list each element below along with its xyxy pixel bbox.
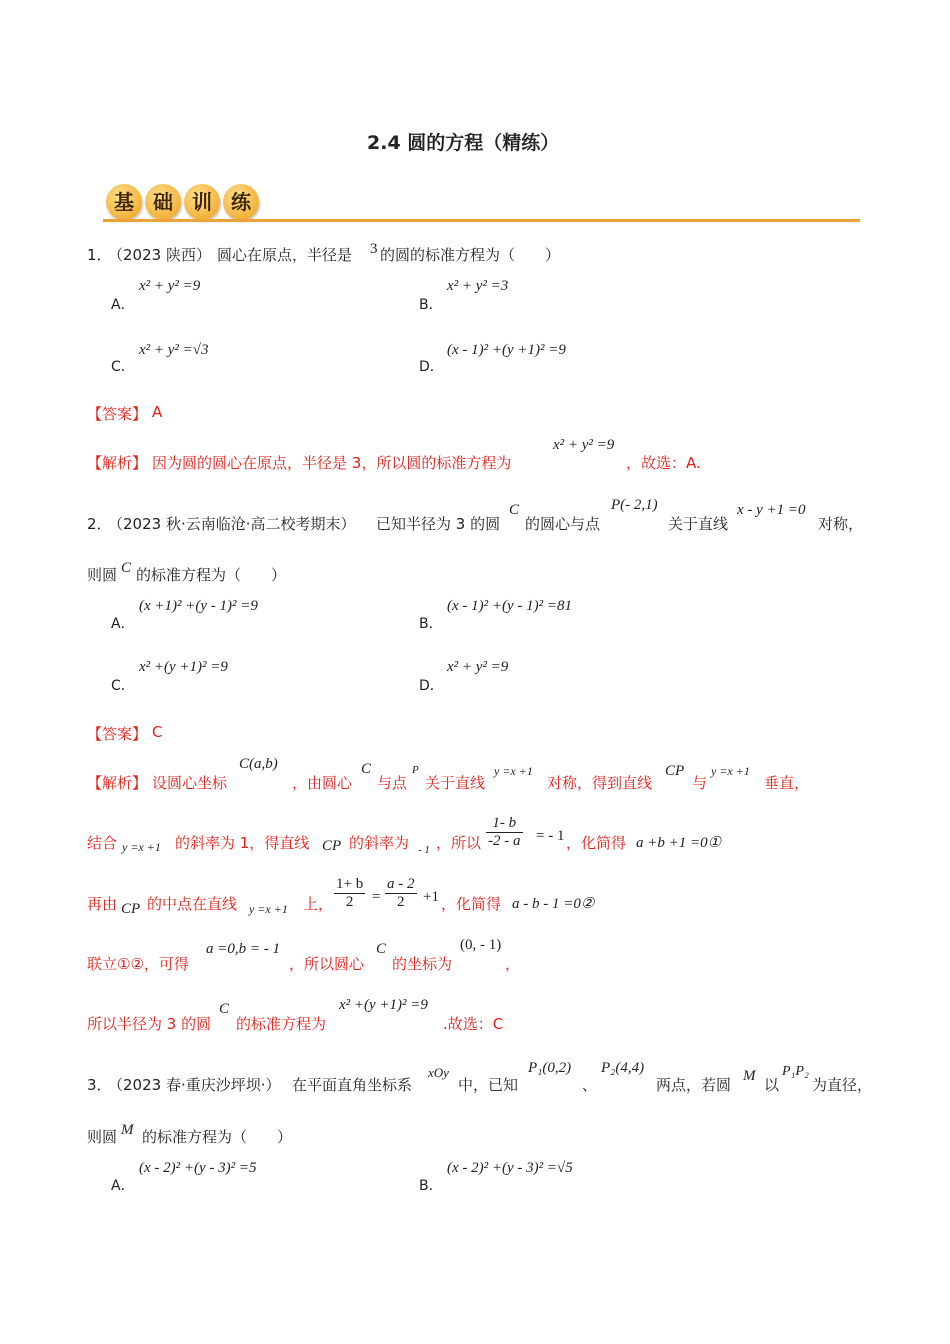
question-stem: 、 xyxy=(582,1076,598,1094)
math-symbol: xOy xyxy=(428,1065,449,1080)
math-point: P₁(0,2) xyxy=(528,1060,572,1076)
question-number: 2． xyxy=(87,515,112,533)
analysis-text: 的标准方程为 xyxy=(236,1015,327,1033)
analysis-tag: 【解析】 xyxy=(87,454,148,472)
math-value: 3 xyxy=(370,241,378,257)
question-stem: 的圆心与点 xyxy=(525,515,601,533)
section-char: 练 xyxy=(223,184,259,220)
question-number: 3． xyxy=(87,1076,112,1094)
question-stem: 已知半径为 3 的圆 xyxy=(376,515,501,533)
question-stem: 则圆 xyxy=(87,566,118,584)
analysis-text: ，由圆心 xyxy=(292,774,353,792)
analysis-expr: (0, - 1) xyxy=(460,937,502,953)
analysis-expr: C xyxy=(219,1001,230,1017)
answer-tag: 【答案】 xyxy=(87,725,148,743)
analysis-expr: a +b +1 =0① xyxy=(636,835,722,851)
question-stem: 对称， xyxy=(818,515,864,533)
analysis-text: ，所以圆心 xyxy=(289,955,365,973)
answer-value: C xyxy=(152,723,163,741)
answer-value: A xyxy=(152,403,163,421)
question-stem: 的圆的标准方程为（ ） xyxy=(380,246,561,264)
fraction-numerator: 1- b xyxy=(486,815,523,833)
analysis-expr: a =0,b = - 1 xyxy=(206,941,280,957)
analysis-expr: = xyxy=(372,889,381,905)
analysis-expr: = - 1 xyxy=(536,828,565,844)
section-char: 基 xyxy=(106,184,142,220)
analysis-text: 联立①②，可得 xyxy=(87,955,189,973)
math-point: P(- 2,1) xyxy=(611,497,658,513)
answer-tag: 【答案】 xyxy=(87,405,148,423)
fraction-denominator: 2 xyxy=(397,894,405,910)
analysis-fraction xyxy=(334,876,365,911)
question-source: （2023 春·重庆沙坪坝·） xyxy=(108,1076,281,1094)
analysis-expr: x² + y² =9 xyxy=(553,437,615,453)
analysis-expr: x² +(y +1)² =9 xyxy=(339,997,428,1013)
analysis-text: ， xyxy=(505,955,521,973)
question-stem: 的标准方程为（ ） xyxy=(142,1128,293,1146)
option-label: D． xyxy=(419,678,444,694)
fraction-numerator: a - 2 xyxy=(387,876,415,892)
analysis-text: ，所以 xyxy=(436,834,482,852)
option-expr: (x - 2)² +(y - 3)² =5 xyxy=(139,1160,257,1176)
fraction-numerator: 1+ b xyxy=(336,876,364,892)
analysis-text: 与点 xyxy=(377,774,408,792)
analysis-tag: 【解析】 xyxy=(87,774,148,792)
option-expr: (x - 2)² +(y - 3)² =√5 xyxy=(447,1160,573,1176)
option-expr: (x +1)² +(y - 1)² =9 xyxy=(139,598,258,614)
analysis-expr: C xyxy=(361,761,372,777)
option-label: B． xyxy=(419,616,443,632)
option-label: D． xyxy=(419,359,444,375)
analysis-text: 的坐标为 xyxy=(392,955,453,973)
analysis-expr: y =x +1 xyxy=(494,764,533,778)
analysis-text: 结合 xyxy=(87,834,118,852)
option-label: C． xyxy=(111,359,135,375)
math-symbol: C xyxy=(509,502,520,518)
question-source: （2023 秋·云南临沧·高二校考期末） xyxy=(108,515,356,533)
analysis-text: ，化简得 xyxy=(441,895,502,913)
analysis-text: 关于直线 xyxy=(425,774,486,792)
math-symbol: C xyxy=(121,560,132,576)
analysis-text: 设圆心坐标 xyxy=(152,774,228,792)
math-line: x - y +1 =0 xyxy=(737,502,806,518)
analysis-expr: C xyxy=(376,941,387,957)
analysis-fraction xyxy=(486,815,523,850)
option-expr: x² + y² =3 xyxy=(447,278,509,294)
analysis-text: 与 xyxy=(692,774,708,792)
question-stem: 中，已知 xyxy=(458,1076,519,1094)
analysis-expr: y =x +1 xyxy=(122,840,161,854)
section-char: 础 xyxy=(145,184,181,220)
analysis-expr: CP xyxy=(665,763,685,779)
option-expr: x² +(y +1)² =9 xyxy=(139,659,228,675)
analysis-expr: CP xyxy=(121,901,141,917)
question-stem: 在平面直角坐标系 xyxy=(292,1076,413,1094)
math-symbol: M xyxy=(743,1068,756,1084)
question-stem: 为直径， xyxy=(812,1076,873,1094)
fraction-denominator: -2 - a xyxy=(488,833,521,849)
section-char: 训 xyxy=(184,184,220,220)
option-label: A． xyxy=(111,297,135,313)
analysis-expr: y =x +1 xyxy=(711,764,750,778)
question-stem: 则圆 xyxy=(87,1128,118,1146)
analysis-text: 上， xyxy=(303,895,334,913)
analysis-expr: - 1 xyxy=(418,844,430,856)
option-expr: (x - 1)² +(y - 1)² =81 xyxy=(447,598,573,614)
option-label: A． xyxy=(111,1178,135,1194)
option-expr: (x - 1)² +(y +1)² =9 xyxy=(447,342,566,358)
analysis-text: .故选：C xyxy=(443,1015,504,1033)
option-expr: x² + y² =9 xyxy=(139,278,201,294)
analysis-expr: y =x +1 xyxy=(249,902,288,916)
math-point: P₂(4,4) xyxy=(601,1060,645,1076)
analysis-expr: +1 xyxy=(423,889,439,905)
analysis-text: 对称，得到直线 xyxy=(547,774,653,792)
analysis-expr: P xyxy=(412,764,419,776)
option-label: A． xyxy=(111,616,135,632)
question-stem: 两点，若圆 xyxy=(656,1076,732,1094)
analysis-text: 的斜率为 xyxy=(349,834,410,852)
analysis-text: ，化简得 xyxy=(566,834,627,852)
fraction-denominator: 2 xyxy=(345,894,354,910)
section-divider xyxy=(103,219,860,222)
math-symbol: P₁P₂ xyxy=(782,1064,809,1079)
analysis-text: 垂直， xyxy=(764,774,810,792)
analysis-text: 所以半径为 3 的圆 xyxy=(87,1015,212,1033)
option-label: B． xyxy=(419,1178,443,1194)
analysis-text: ，故选：A. xyxy=(626,454,701,472)
option-expr: x² + y² =√3 xyxy=(139,342,209,358)
question-stem: 圆心在原点，半径是 xyxy=(217,246,353,264)
analysis-expr: a - b - 1 =0② xyxy=(512,896,595,912)
question-stem: 的标准方程为（ ） xyxy=(136,566,287,584)
analysis-text: 因为圆的圆心在原点，半径是 3，所以圆的标准方程为 xyxy=(152,454,512,472)
option-label: C． xyxy=(111,678,135,694)
analysis-text: 的斜率为 1，得直线 xyxy=(175,834,310,852)
question-number: 1． xyxy=(87,246,112,264)
option-expr: x² + y² =9 xyxy=(447,659,509,675)
analysis-text: 的中点在直线 xyxy=(147,895,238,913)
question-stem: 关于直线 xyxy=(668,515,729,533)
analysis-expr: C(a,b) xyxy=(239,756,278,772)
analysis-text: 再由 xyxy=(87,895,118,913)
question-stem: 以 xyxy=(764,1076,780,1094)
page-title: 2.4 圆的方程（精练） xyxy=(367,132,560,154)
analysis-fraction xyxy=(385,876,417,911)
analysis-expr: CP xyxy=(322,838,342,854)
option-label: B． xyxy=(419,297,443,313)
question-source: （2023 陕西） xyxy=(108,246,211,264)
math-symbol: M xyxy=(121,1122,134,1138)
